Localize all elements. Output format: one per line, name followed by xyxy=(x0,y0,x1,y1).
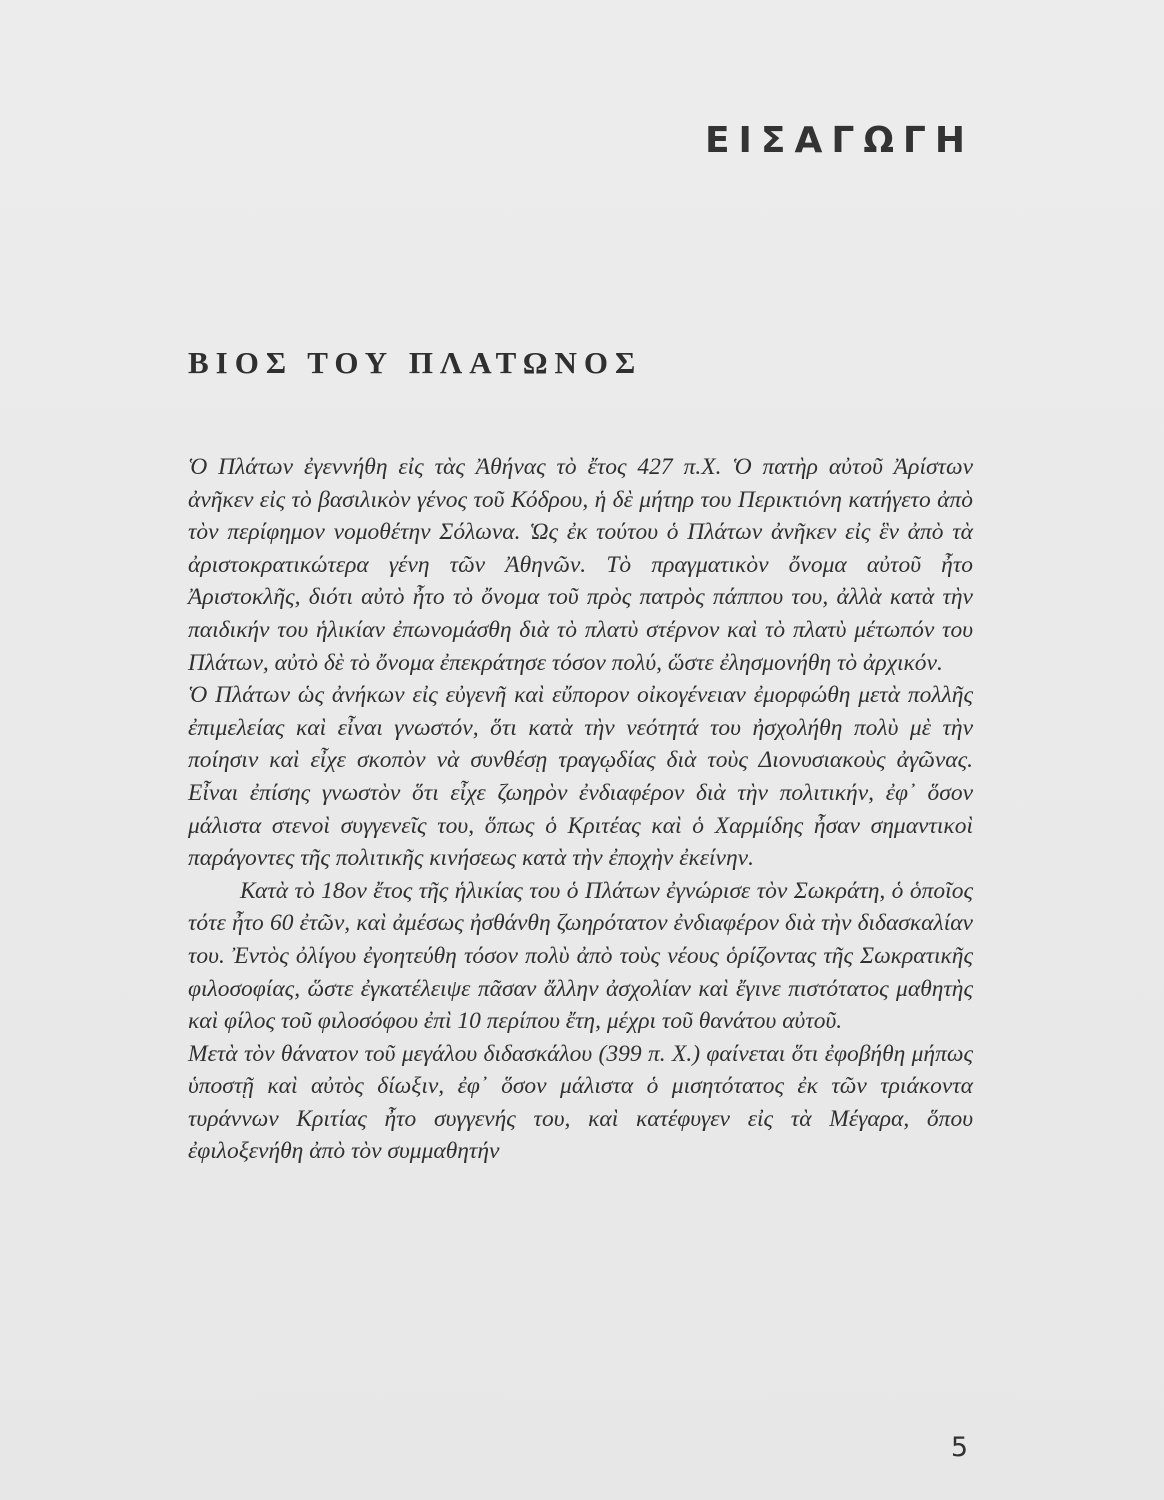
page-number: 5 xyxy=(950,1432,968,1463)
paragraph-2: Ὁ Πλάτων ὡς ἀνήκων εἰς εὐγενῆ καὶ εὔπορον οἰκογένειαν ἐμορφώθη μετὰ πολλῆς ἐπιμελείας καὶ εἶναι γνωστόν, ὅτι κατὰ τὴν νεότητά του ἠσχολήθη πολὺ μὲ τὴν ποίησιν καὶ εἶχε σκοπὸν νὰ συνθέσῃ τραγῳδίας διὰ τοὺς Διονυσιακοὺς ἀγῶνας. Εἶναι ἐπίσης γνωστὸν ὅτι εἶχε ζωηρὸν ἐνδιαφέρον διὰ τὴν πολιτικήν, ἐφ᾿ ὅσον μάλιστα στενοὶ συγγενεῖς του, ὅπως ὁ Κριτέας καὶ ὁ Χαρμίδης ἦσαν σημαντικοὶ παράγοντες τῆς πολιτικῆς κινήσεως κατὰ τὴν ἐποχὴν ἐκείνην. xyxy=(188,682,973,872)
body-text xyxy=(188,451,973,1168)
section-title: ΒΙΟΣ ΤΟΥ ΠΛΑΤΩΝΟΣ xyxy=(188,345,643,380)
paragraph-4: Μετὰ τὸν θάνατον τοῦ μεγάλου διδασκάλου (399 π. Χ.) φαίνεται ὅτι ἐφοβήθη μήπως ὑποστῇ καὶ αὐτὸς δίωξιν, ἐφ᾿ ὅσον μάλιστα ὁ μισητότατος ἐκ τῶν τριάκοντα τυράννων Κριτίας ἦτο συγγενής του, καὶ κατέφυγεν εἰς τὰ Μέγαρα, ὅπου ἐφιλοξενήθη ἀπὸ τὸν συμμαθητήν xyxy=(188,1040,973,1165)
chapter-title: ΕΙΣΑΓΩΓΗ xyxy=(704,120,974,161)
paragraph-1: Ὁ Πλάτων ἐγεννήθη εἰς τὰς Ἀθήνας τὸ ἔτος 427 π.Χ. Ὁ πατὴρ αὐτοῦ Ἀρίστων ἀνῆκεν εἰς τὸ βασιλικὸν γένος τοῦ Κόδρου, ἡ δὲ μήτηρ του Περικτιόνη κατήγετο ἀπὸ τὸν περίφημον νομοθέτην Σόλωνα. Ὡς ἐκ τούτου ὁ Πλάτων ἀνῆκεν εἰς ἓν ἀπὸ τὰ ἀριστοκρατικώτερα γένη τῶν Ἀθηνῶν. Τὸ πραγματικὸν ὄνομα αὐτοῦ ἦτο Ἀριστοκλῆς, διότι αὐτὸ ἦτο τὸ ὄνομα τοῦ πρὸς πατρὸς πάππου του, ἀλλὰ κατὰ τὴν παιδικήν του ἡλικίαν ἐπωνομάσθη διὰ τὸ πλατὺ στέρνον καὶ τὸ πλατὺ μέτωπόν του Πλάτων, αὐτὸ δὲ τὸ ὄνομα ἐπεκράτησε τόσον πολύ, ὥστε ἐλησμονήθη τὸ ἀρχικόν. xyxy=(188,454,973,676)
paragraph-3: Κατὰ τὸ 18ον ἔτος τῆς ἡλικίας του ὁ Πλάτων ἐγνώρισε τὸν Σωκράτη, ὁ ὁποῖος τότε ἦτο 60 ἐτῶν, καὶ ἀμέσως ἠσθάνθη ζωηρότατον ἐνδιαφέρον διὰ τὴν διδασκαλίαν του. Ἐντὸς ὀλίγου ἐγοητεύθη τόσον πολὺ ἀπὸ τοὺς νέους ὁρίζοντας τῆς Σωκρατικῆς φιλοσοφίας, ὥστε ἐγκατέλειψε πᾶσαν ἄλλην ἀσχολίαν καὶ ἔγινε πιστότατος μαθητὴς καὶ φίλος τοῦ φιλοσόφου ἐπὶ 10 περίπου ἔτη, μέχρι τοῦ θανάτου αὐτοῦ. xyxy=(188,877,973,1035)
